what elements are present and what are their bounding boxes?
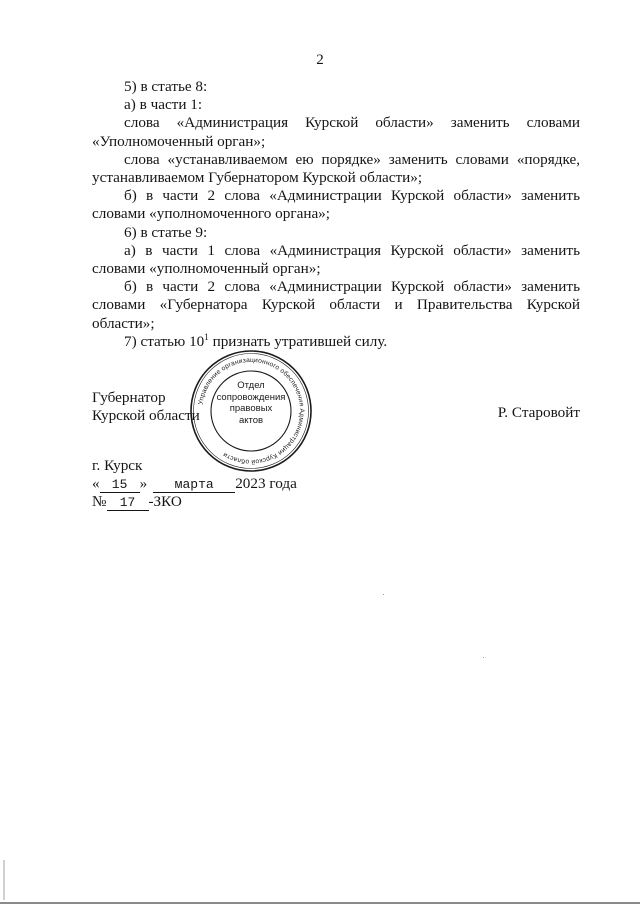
number-suffix: -ЗКО [148,493,182,510]
scan-bottom-edge [0,902,640,904]
item-5a-clause-2: слова «устанавливаемом ею порядке» заменить словами «порядке, устанавливаемом Губернатором Курской области»; [92,150,580,187]
date-year: 2023 года [235,475,297,492]
signatory-title-line-1: Губернатор [92,389,166,406]
signatory-name: Р. Старовойт [497,404,580,421]
item-7-superscript: 1 [204,331,209,342]
date-day: 15 [100,478,140,493]
stamp-ring-text: Управление организационного обеспечения Администрации Курской области [197,356,306,466]
date-close-quote: » [139,475,148,492]
item-6a: а) в части 1 слова «Администрация Курской области» заменить словами «уполномоченный орган»; [92,241,580,278]
item-5a: а) в части 1: [124,96,203,114]
signatory-title [92,389,200,425]
item-7-text-end: признать утратившей силу. [208,332,388,350]
stamp-center-line-2: сопровождения [216,391,286,403]
item-5: 5) в статье 8: [124,78,208,95]
number-label: № [92,493,107,510]
date-open-quote: « [92,475,100,492]
official-stamp [188,348,314,474]
signing-city: г. Курск [92,457,143,474]
page-number: 2 [316,52,324,68]
date-month: марта [153,478,235,493]
item-6: 6) в статье 9: [124,223,208,241]
stamp-center-line-3: правовых [229,403,273,414]
stamp-center-line-4: актов [238,414,264,426]
item-5b: б) в части 2 слова «Администрации Курской области» заменить словами «уполномоченного органа»; [92,187,580,223]
scan-speck [483,657,484,658]
item-7 [92,333,580,352]
item-5a-clause-1: слова «Администрация Курской области» заменить словами «Уполномоченный орган»; [92,114,580,150]
document-number [92,493,182,511]
stamp-center-line-1: Отдел [237,380,265,391]
signatory-title-line-2: Курской области [92,407,200,424]
document-body [92,78,580,352]
signing-date [92,475,297,493]
item-7-text: 7) статью 10 [124,332,205,350]
stamp-center-text [216,380,286,426]
scan-edge-mark [3,860,5,900]
item-6b: б) в части 2 слова «Администрации Курской области» заменить словами «Губернатора Курской области и Правительства Курской области»; [92,278,580,332]
number-value: 17 [107,496,149,511]
scan-speck [383,594,384,595]
